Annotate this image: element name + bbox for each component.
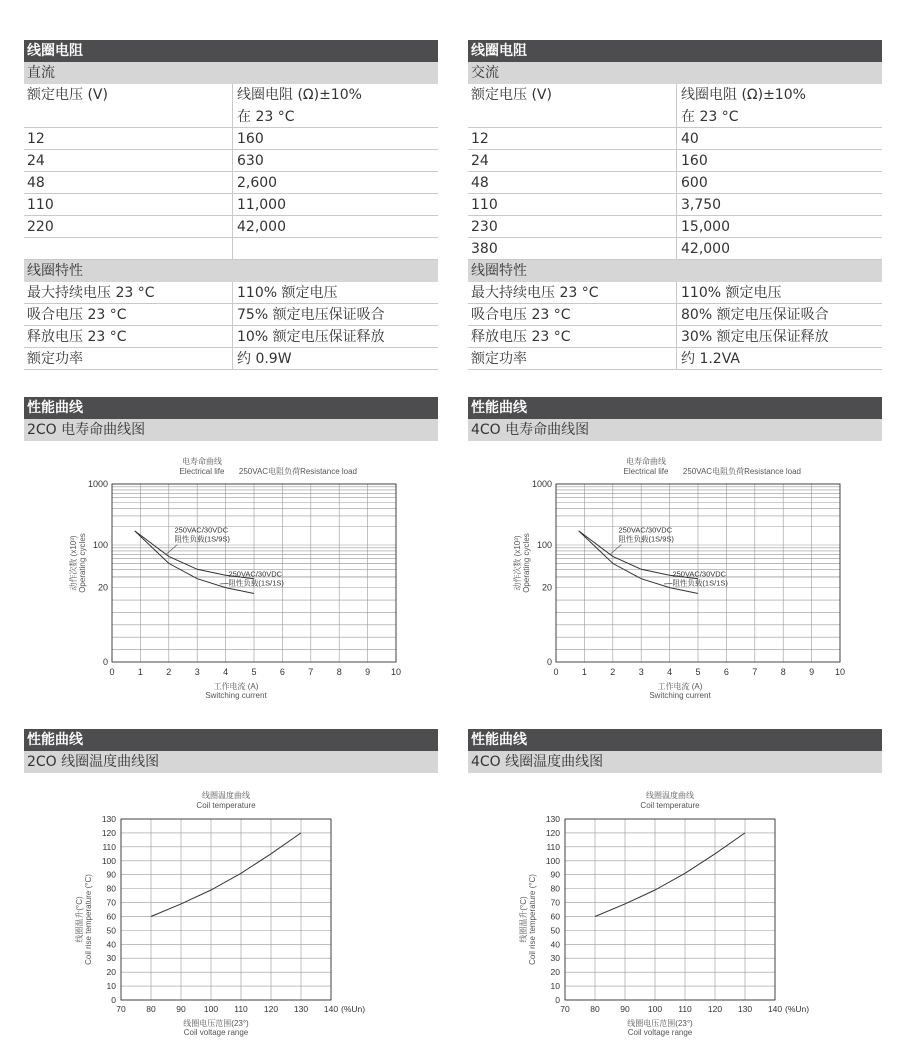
y-tick-label: 20: [541, 582, 552, 593]
x-tick-label: 5: [695, 667, 701, 677]
table-row: [468, 348, 882, 370]
resistance-cell-2: 160: [681, 153, 708, 169]
resistance-cell-1: 110: [468, 194, 677, 215]
y-tick-label: 20: [550, 967, 560, 978]
x-tick-label: 70: [560, 1004, 570, 1014]
y-tick-label: 80: [106, 883, 116, 894]
char-cell-2: 110% 额定电压: [681, 285, 782, 301]
x-tick-label: 2: [610, 667, 616, 677]
x-tick-label: 0: [553, 667, 559, 677]
x-tick-label: 100: [647, 1004, 663, 1014]
x-tick-label: 9: [809, 667, 815, 677]
section-subheader: 线圈特性: [24, 260, 438, 282]
col-head-voltage: 额定电压 (V): [24, 84, 233, 106]
table-row: [468, 172, 882, 194]
x-axis-label: 线圈电压范围(23°): [183, 1019, 249, 1028]
y-tick-label: 60: [106, 911, 116, 922]
y-tick-label: 130: [101, 814, 116, 824]
table-head-row-2: [468, 106, 882, 128]
x-tick-label: 5: [251, 667, 257, 677]
char-cell-1: 吸合电压 23 °C: [24, 304, 233, 325]
series-label: 250VAC/30VDC: [618, 525, 673, 535]
char-cell-1: 释放电压 23 °C: [24, 326, 233, 347]
y-tick-label: 40: [106, 939, 116, 950]
char-cell-2: 80% 额定电压保证吸合: [681, 307, 829, 323]
x-tick-label: 140: [323, 1004, 339, 1014]
x-unit-label: (%Un): [341, 1004, 366, 1014]
y-tick-label: 10: [550, 981, 560, 992]
y-axis-label-en: Operating cycles: [78, 533, 87, 593]
resistance-cell-2: 42,000: [681, 241, 730, 257]
x-tick-label: 6: [279, 667, 285, 677]
y-axis-label: 线圈温升(°C): [519, 896, 528, 943]
left-column: [24, 40, 438, 370]
col-head-voltage: 额定电压 (V): [468, 84, 677, 106]
char-cell-2: 10% 额定电压保证释放: [237, 329, 385, 345]
x-axis-label-en: Switching current: [649, 691, 711, 700]
resistance-cell-1: 24: [24, 150, 233, 171]
chart-title: 电寿命曲线: [626, 457, 666, 466]
right-column: [468, 40, 882, 370]
life-chart-2co: [24, 452, 438, 712]
resistance-cell-2: 160: [237, 131, 264, 147]
char-cell-2: 110% 额定电压: [237, 285, 338, 301]
y-tick-label: 100: [92, 540, 108, 550]
temp-chart-2co: [24, 785, 438, 1045]
x-axis-label-en: Switching current: [205, 691, 267, 700]
char-cell-1: 额定功率: [24, 348, 233, 369]
resistance-cell-2: 630: [237, 153, 264, 169]
x-axis-label: 工作电流 (A): [657, 682, 703, 691]
y-tick-label: 0: [546, 657, 552, 667]
y-tick-label: 50: [550, 925, 560, 936]
y-tick-label: 0: [102, 657, 108, 667]
y-tick-label: 110: [102, 841, 116, 852]
resistance-cell-1: 48: [24, 172, 233, 193]
char-cell-1: 额定功率: [468, 348, 677, 369]
x-tick-label: 10: [390, 667, 402, 677]
y-tick-label: 120: [545, 827, 560, 838]
y-tick-label: 70: [106, 897, 116, 908]
series-label-2: 阻性负载(1S/9S): [618, 534, 674, 544]
resistance-cell-2: 40: [681, 131, 699, 147]
table-row: [24, 282, 438, 304]
x-tick-label: 90: [620, 1004, 630, 1014]
plot-frame: [121, 819, 331, 1000]
chart-subtitle: Electrical life: [179, 467, 225, 476]
char-cell-2: 约 0.9W: [237, 351, 292, 367]
col-head-resistance: 线圈电阻 (Ω)±10%: [237, 87, 362, 103]
y-tick-label: 0: [111, 995, 116, 1005]
x-tick-label: 9: [365, 667, 371, 677]
section-header: 线圈电阻: [468, 40, 882, 62]
table-row: [468, 238, 882, 260]
chart-subtitle: Coil temperature: [196, 801, 256, 810]
resistance-cell-1: [24, 238, 233, 259]
resistance-cell-1: 220: [24, 216, 233, 237]
x-tick-label: 130: [737, 1004, 753, 1014]
char-cell-2: 30% 额定电压保证释放: [681, 329, 829, 345]
series-label: 250VAC/30VDC: [672, 569, 727, 579]
x-tick-label: 90: [176, 1004, 186, 1014]
perf-temp-left-header: 性能曲线 2CO 线圈温度曲线图: [24, 729, 438, 773]
chart-title: 线圈温度曲线: [202, 791, 250, 800]
resistance-cell-1: 380: [468, 238, 677, 259]
y-tick-label: 40: [550, 939, 560, 950]
x-axis-label-en: Coil voltage range: [183, 1028, 249, 1037]
table-row: [24, 194, 438, 216]
temp-chart-4co: [468, 785, 882, 1045]
resistance-cell-1: 110: [24, 194, 233, 215]
life-chart-4co: [468, 452, 882, 712]
table-row: [24, 326, 438, 348]
table-row: [24, 348, 438, 370]
char-cell-1: 吸合电压 23 °C: [468, 304, 677, 325]
y-tick-label: 50: [106, 925, 116, 936]
x-tick-label: 3: [638, 667, 644, 677]
table-row: [468, 216, 882, 238]
plot-frame: [565, 819, 775, 1000]
series-label-2: 阻性负载(1S/1S): [228, 578, 284, 588]
series-leader: [610, 545, 621, 555]
table-row: [24, 216, 438, 238]
y-tick-label: 120: [101, 827, 116, 838]
x-tick-label: 140: [767, 1004, 783, 1014]
resistance-cell-2: 2,600: [237, 175, 278, 191]
table-row: [468, 326, 882, 348]
x-tick-label: 7: [308, 667, 314, 677]
chart-subtitle: Electrical life: [623, 467, 669, 476]
resistance-cell-1: 12: [24, 128, 233, 149]
char-cell-1: 最大持续电压 23 °C: [468, 282, 677, 303]
perf-temp-right-header: 性能曲线 4CO 线圈温度曲线图: [468, 729, 882, 773]
x-tick-label: 8: [336, 667, 342, 677]
section-subheader: 线圈特性: [468, 260, 882, 282]
col-head-resistance: 线圈电阻 (Ω)±10%: [681, 87, 806, 103]
x-tick-label: 6: [723, 667, 729, 677]
perf-life-left-header: 性能曲线 2CO 电寿命曲线图: [24, 397, 438, 441]
y-tick-label: 100: [536, 540, 552, 550]
y-tick-label: 60: [550, 911, 560, 922]
x-unit-label: (%Un): [785, 1004, 810, 1014]
y-tick-label: 1000: [531, 479, 552, 489]
table-row: [24, 128, 438, 150]
y-tick-label: 110: [546, 841, 560, 852]
table-row: [24, 304, 438, 326]
x-tick-label: 3: [194, 667, 200, 677]
resistance-cell-1: 24: [468, 150, 677, 171]
resistance-cell-1: 48: [468, 172, 677, 193]
resistance-cell-2: 15,000: [681, 219, 730, 235]
x-axis-label-en: Coil voltage range: [627, 1028, 693, 1037]
y-tick-label: 1000: [87, 479, 108, 489]
x-tick-label: 120: [263, 1004, 279, 1014]
x-axis-label: 线圈电压范围(23°): [627, 1019, 693, 1028]
y-tick-label: 100: [101, 855, 116, 866]
y-axis-label-en: Coil rise temperature (°C): [528, 874, 537, 965]
y-tick-label: 130: [545, 814, 560, 824]
section-subheader: 直流: [24, 62, 438, 84]
series-label: 250VAC/30VDC: [228, 569, 283, 579]
x-tick-label: 80: [590, 1004, 600, 1014]
chart-title: 线圈温度曲线: [646, 791, 694, 800]
x-tick-label: 110: [678, 1004, 692, 1014]
resistance-cell-1: 12: [468, 128, 677, 149]
char-cell-1: 最大持续电压 23 °C: [24, 282, 233, 303]
chart-annotation: 250VAC电阻负荷Resistance load: [238, 467, 357, 476]
resistance-cell-2: [233, 238, 438, 259]
series-label: 250VAC/30VDC: [174, 525, 229, 535]
table-row: [468, 150, 882, 172]
series-label-2: 阻性负载(1S/1S): [672, 578, 728, 588]
y-axis-label: 动作次数 (x10³): [513, 535, 522, 591]
table-head-row: [24, 84, 438, 106]
chart-annotation: 250VAC电阻负荷Resistance load: [682, 467, 801, 476]
x-axis-label: 工作电流 (A): [213, 682, 259, 691]
y-tick-label: 30: [106, 953, 116, 964]
resistance-cell-1: 230: [468, 216, 677, 237]
y-tick-label: 90: [106, 869, 116, 880]
y-tick-label: 90: [550, 869, 560, 880]
x-tick-label: 7: [752, 667, 758, 677]
x-tick-label: 4: [667, 667, 673, 677]
table-row: [468, 128, 882, 150]
col-head-temp: 在 23 °C: [681, 109, 739, 125]
y-axis-label-en: Operating cycles: [522, 533, 531, 593]
char-cell-1: 释放电压 23 °C: [468, 326, 677, 347]
x-tick-label: 10: [834, 667, 846, 677]
resistance-cell-2: 600: [681, 175, 708, 191]
x-tick-label: 110: [234, 1004, 248, 1014]
x-tick-label: 120: [707, 1004, 723, 1014]
table-row: [468, 304, 882, 326]
y-axis-label: 线圈温升(°C): [75, 896, 84, 943]
y-axis-label: 动作次数 (x10³): [69, 535, 78, 591]
col-head-temp: 在 23 °C: [237, 109, 295, 125]
y-tick-label: 70: [550, 897, 560, 908]
y-tick-label: 0: [555, 995, 560, 1005]
table-head-row-2: [24, 106, 438, 128]
x-tick-label: 0: [109, 667, 115, 677]
y-axis-label-en: Coil rise temperature (°C): [84, 874, 93, 965]
char-cell-2: 约 1.2VA: [681, 351, 740, 367]
series-leader: [166, 545, 177, 555]
table-row: [468, 282, 882, 304]
series-label-2: 阻性负载(1S/9S): [174, 534, 230, 544]
x-tick-label: 2: [166, 667, 172, 677]
resistance-cell-2: 3,750: [681, 197, 722, 213]
x-tick-label: 4: [223, 667, 229, 677]
x-tick-label: 1: [137, 667, 143, 677]
table-head-row: [468, 84, 882, 106]
x-tick-label: 100: [203, 1004, 219, 1014]
y-tick-label: 20: [97, 582, 108, 593]
resistance-cell-2: 42,000: [237, 219, 286, 235]
perf-life-right-header: 性能曲线 4CO 电寿命曲线图: [468, 397, 882, 441]
y-tick-label: 20: [106, 967, 116, 978]
x-tick-label: 70: [116, 1004, 126, 1014]
table-row: [468, 194, 882, 216]
y-tick-label: 30: [550, 953, 560, 964]
y-tick-label: 80: [550, 883, 560, 894]
section-header: 线圈电阻: [24, 40, 438, 62]
chart-subtitle: Coil temperature: [640, 801, 700, 810]
table-row: [24, 150, 438, 172]
y-tick-label: 100: [545, 855, 560, 866]
section-subheader: 交流: [468, 62, 882, 84]
x-tick-label: 80: [146, 1004, 156, 1014]
resistance-cell-2: 11,000: [237, 197, 286, 213]
x-tick-label: 8: [780, 667, 786, 677]
x-tick-label: 1: [581, 667, 587, 677]
x-tick-label: 130: [293, 1004, 309, 1014]
table-row: [24, 238, 438, 260]
y-tick-label: 10: [106, 981, 116, 992]
table-row: [24, 172, 438, 194]
char-cell-2: 75% 额定电压保证吸合: [237, 307, 385, 323]
chart-title: 电寿命曲线: [182, 457, 222, 466]
